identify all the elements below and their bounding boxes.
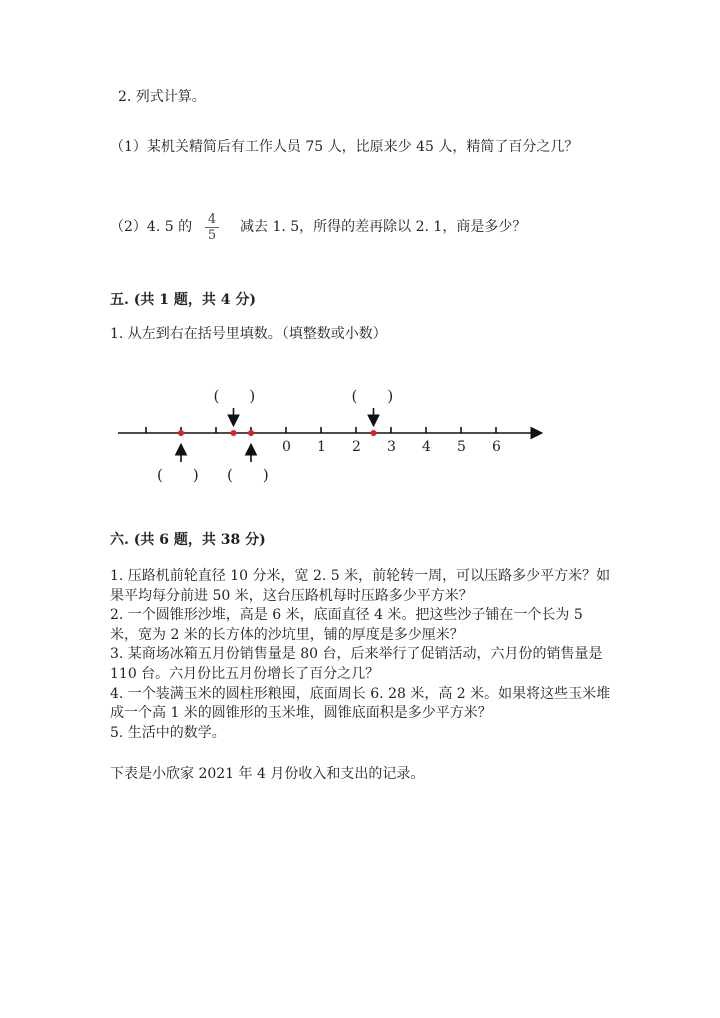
answer-blank[interactable]: ( ): [157, 466, 199, 484]
question-list: [110, 567, 630, 743]
question-item-line: 5. 生活中的数学。: [110, 724, 226, 741]
question-item-line: 米，宽为 2 米的长方体的沙坑里，铺的厚度是多少厘米？: [110, 626, 464, 643]
marked-point: [231, 430, 237, 436]
question-item-line: 果平均每分前进 50 米，这台压路机每时压路多少平方米？: [110, 587, 473, 604]
marked-point: [371, 430, 377, 436]
question-item-line: 2. 一个圆锥形沙堆，高是 6 米，底面直径 4 米。把这些沙子铺在一个长为 5: [110, 607, 583, 624]
tick-label: 4: [422, 439, 431, 455]
marked-point: [178, 430, 184, 436]
tick-label: 2: [352, 439, 361, 455]
sub-question-2-prefix: （2）4. 5 的: [110, 219, 193, 235]
answer-blank[interactable]: ( ): [227, 466, 269, 484]
question-item-line: 110 台。六月份比五月份增长了百分之几？: [110, 665, 380, 682]
tick-label: 6: [492, 439, 501, 455]
answer-blank[interactable]: ( ): [213, 387, 256, 405]
table-intro: 下表是小欣家 2021 年 4 月份收入和支出的记录。: [110, 766, 425, 782]
question-title: 2. 列式计算。: [118, 89, 206, 105]
section-5-question: 1. 从左到右在括号里填数。（填整数或小数）: [110, 326, 387, 342]
fraction-denominator: 5: [207, 228, 217, 243]
question-item-line: 4. 一个装满玉米的圆柱形粮囤，底面周长 6. 28 米，高 2 米。如果将这些玉米堆: [110, 685, 611, 702]
answer-blank[interactable]: ( ): [351, 387, 394, 405]
question-item-line: 1. 压路机前轮直径 10 分米，宽 2. 5 米，前轮转一周，可以压路多少平方米？如: [110, 568, 611, 584]
tick-label: 1: [317, 439, 326, 455]
tick-label: 0: [282, 439, 291, 455]
sub-question-1: （1）某机关精简后有工作人员 75 人，比原来少 45 人，精简了百分之几？: [110, 139, 579, 155]
question-item-line: 成一个高 1 米的圆锥形的玉米堆，圆锥底面积是多少平方米？: [110, 705, 492, 722]
tick-label: 5: [457, 439, 466, 455]
section-6-heading: 六. (共 6 题，共 38 分): [110, 532, 266, 548]
sub-question-2-suffix: 减去 1. 5，所得的差再除以 2. 1，商是多少？: [240, 219, 527, 235]
question-item-line: 3. 某商场冰箱五月份销售量是 80 台，后来举行了促销活动，六月份的销售量是: [110, 646, 603, 663]
marked-point: [248, 430, 254, 436]
section-5-heading: 五. (共 1 题，共 4 分): [110, 292, 256, 308]
tick-label: 3: [387, 439, 396, 455]
fraction-numerator: 4: [205, 212, 219, 228]
